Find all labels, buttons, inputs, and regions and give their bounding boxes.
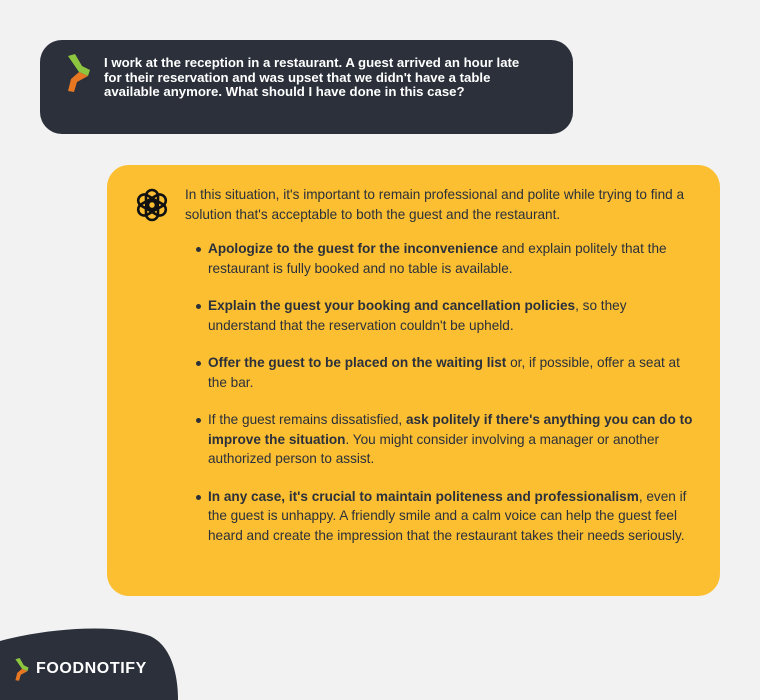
- advice-item-bold: Explain the guest your booking and cancellation policies: [208, 297, 576, 313]
- advice-item-bold: In any case, it's crucial to maintain politeness and professionalism: [208, 488, 639, 504]
- advice-item-bold: Apologize to the guest for the inconvenience: [208, 241, 499, 256]
- advice-item-bold: Offer the guest to be placed on the waiting list: [208, 354, 507, 370]
- advice-item-post: . You might consider involving a manager or another authorized person to assist.: [208, 431, 660, 467]
- assistant-message-bubble: [107, 165, 720, 596]
- advice-item: [185, 487, 693, 546]
- advice-item: [185, 410, 693, 469]
- foodnotify-logo-icon: [66, 54, 92, 94]
- brand-name: FOODNOTIFY: [36, 660, 147, 677]
- advice-item: [185, 353, 693, 392]
- openai-logo-icon: [133, 186, 171, 224]
- advice-item-post: and explain politely that the restaurant is fully booked and no table is available.: [208, 241, 667, 276]
- advice-item-post: or, if possible, offer a seat at the bar.: [208, 354, 680, 390]
- advice-list: [185, 239, 693, 563]
- foodnotify-logo-icon: [14, 658, 30, 682]
- user-message-bubble: [40, 40, 573, 134]
- advice-item: [185, 239, 693, 278]
- assistant-intro-text: In this situation, it's important to remain professional and polite while trying to find a solution that's acceptable to both the guest and the restaurant.: [185, 187, 685, 222]
- user-message-text: I work at the reception in a restaurant. A guest arrived an hour late for their reservation and was upset that we didn't have a table available anymore. What should I have done in this case?: [104, 55, 520, 100]
- advice-item-post: , even if the guest is unhappy. A friendly smile and a calm voice can help the guest feel heard and create the impression that the restaurant takes their needs seriously.: [208, 488, 687, 543]
- advice-item-bold: ask politely if there's anything you can do to improve the situation: [208, 411, 693, 447]
- advice-item-pre: If the guest remains dissatisfied,: [208, 411, 406, 427]
- advice-item-post: , so they understand that the reservation couldn't be upheld.: [208, 297, 627, 333]
- advice-item: [185, 296, 693, 335]
